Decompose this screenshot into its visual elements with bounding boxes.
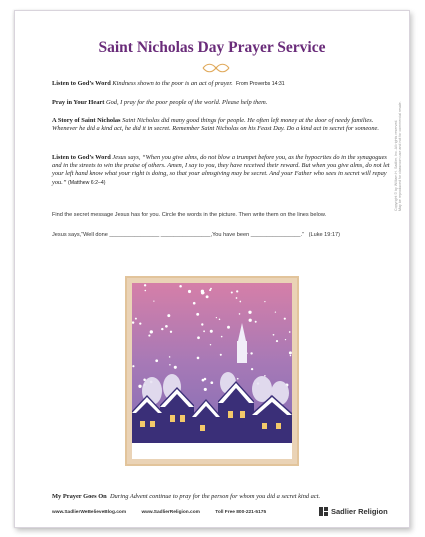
snowflake (248, 311, 251, 314)
snowflake (197, 336, 200, 339)
snowflake (210, 381, 213, 384)
snowflake (203, 330, 205, 332)
copyright-note (394, 0, 402, 211)
snowflake (139, 322, 141, 324)
snowflake (144, 284, 146, 286)
story-text: Saint Nicholas did many good things for people. He often left money at the door of needy families. Whenever he did a kind act, he did it in secret. Remember Saint Nicholas on his Feast Day. Do a kind act in secret for someone. (52, 117, 379, 133)
listen2-text: Jesus says, “When you give alms, do not blow a trumpet before you, as the hypocrites do in the synagogues and in the streets to win the praise of others. Amen, I say to you, they have received their reward. But when you give alms, do not let your left hand know what your right is doing, so that your almsgiving may be secret. And your Father who sees in secret will repay you.” (52, 154, 390, 186)
logo-name: Sadlier Religion (331, 507, 388, 516)
snowflake (251, 368, 253, 370)
listen-section-1 (52, 80, 392, 88)
snowflake (285, 339, 286, 340)
blog-link[interactable]: www.SadlierWeBelieveBlog.com (52, 510, 127, 515)
snowflake (290, 355, 292, 357)
snowflake (155, 359, 158, 362)
snowflake (179, 285, 182, 288)
listen-section-2 (52, 154, 392, 187)
fill-in-text: Jesus says,“Well done ________________ ________________,You have been ________________.” (52, 232, 304, 238)
snowflake (220, 354, 222, 356)
snowflake (209, 289, 211, 291)
page-title: Saint Nicholas Day Prayer Service (98, 39, 326, 56)
listen2-ref: (Matthew 6:2–4) (68, 179, 106, 186)
snowflake (219, 319, 221, 321)
copyright-line-1: Copyright © by William H. Sadlier, Inc. All rights reserved. (394, 119, 398, 211)
snowflake (153, 301, 154, 302)
fill-in-line (52, 232, 402, 239)
sadlier-logo (319, 507, 388, 516)
snowflake (210, 330, 213, 333)
snowflake (201, 290, 204, 293)
snowflake (276, 340, 278, 342)
copyright-line-2: May be reproduced for classroom use and not for commercial resale. (398, 101, 402, 211)
snowflake (132, 365, 134, 367)
listen-ref: From Proverbs 14:31 (235, 81, 285, 87)
listen-label: Listen to God’s Word (52, 80, 111, 87)
listen2-label: Listen to God’s Word (52, 154, 111, 161)
snowflake (135, 318, 137, 320)
snowflake (206, 295, 209, 298)
snowflake (204, 388, 207, 391)
snowflake (236, 297, 238, 299)
snowflake (188, 290, 191, 293)
snowflake (231, 291, 233, 293)
snowflake (289, 351, 292, 354)
snowflake (170, 331, 172, 333)
snowflake (275, 311, 276, 312)
snowy-village-picture (125, 276, 299, 466)
snowflake (196, 313, 199, 316)
snowflake (239, 313, 241, 315)
site-link[interactable]: www.SadlierReligion.com (141, 510, 200, 515)
snowflake (167, 314, 170, 317)
snowflake (237, 378, 239, 380)
snowflake (250, 352, 252, 354)
snowflake (221, 336, 223, 338)
prayer-goes-on-section (52, 493, 392, 501)
pray-text: God, I pray for the poor people of the world. Please help them. (105, 99, 268, 106)
snowflake (273, 334, 275, 336)
snowflake (138, 385, 141, 388)
pray-section (52, 99, 392, 107)
instructions: Find the secret message Jesus has for you. Circle the words in the picture. Then write them on the lines below. (52, 212, 327, 218)
ornament-flourish-icon (201, 62, 231, 74)
snowflake (161, 328, 163, 330)
snowflake (169, 364, 171, 366)
snowflake (255, 321, 257, 323)
snowflake (264, 375, 266, 377)
sadlier-logo-icon (319, 507, 328, 516)
snowflake (236, 290, 238, 292)
snowflake (197, 357, 200, 360)
snowflake (227, 326, 230, 329)
snowflake (202, 379, 205, 382)
snowflake (165, 325, 168, 328)
listen-text: Kindness shown to the poor is an act of prayer. (112, 80, 233, 87)
snowy-village-illustration (132, 283, 292, 459)
footer-links (52, 510, 280, 515)
prayer-goes-on-label: My Prayer Goes On (52, 493, 107, 500)
fill-in-ref: (Luke 19:17) (308, 232, 341, 238)
story-section (52, 117, 392, 133)
snowflake (264, 301, 265, 302)
phone-number: Toll Free 800-221-5175 (215, 510, 267, 515)
snowflake (289, 331, 291, 333)
snowflake (210, 344, 211, 345)
snowflake (150, 330, 153, 333)
snowflake (148, 335, 150, 337)
snowflake (145, 290, 147, 292)
snowflake (249, 319, 252, 322)
snowflake (174, 366, 177, 369)
snowflake (201, 323, 203, 325)
snowflake (239, 301, 241, 303)
snowflake (216, 317, 217, 318)
snowflake (193, 302, 196, 305)
snowflake (169, 356, 171, 358)
snowflake (284, 318, 286, 320)
pray-label: Pray in Your Heart (52, 99, 105, 106)
story-label: A Story of Saint Nicholas (52, 117, 121, 124)
prayer-goes-on-text: During Advent continue to pray for the person for whom you did a secret kind act. (109, 493, 321, 500)
